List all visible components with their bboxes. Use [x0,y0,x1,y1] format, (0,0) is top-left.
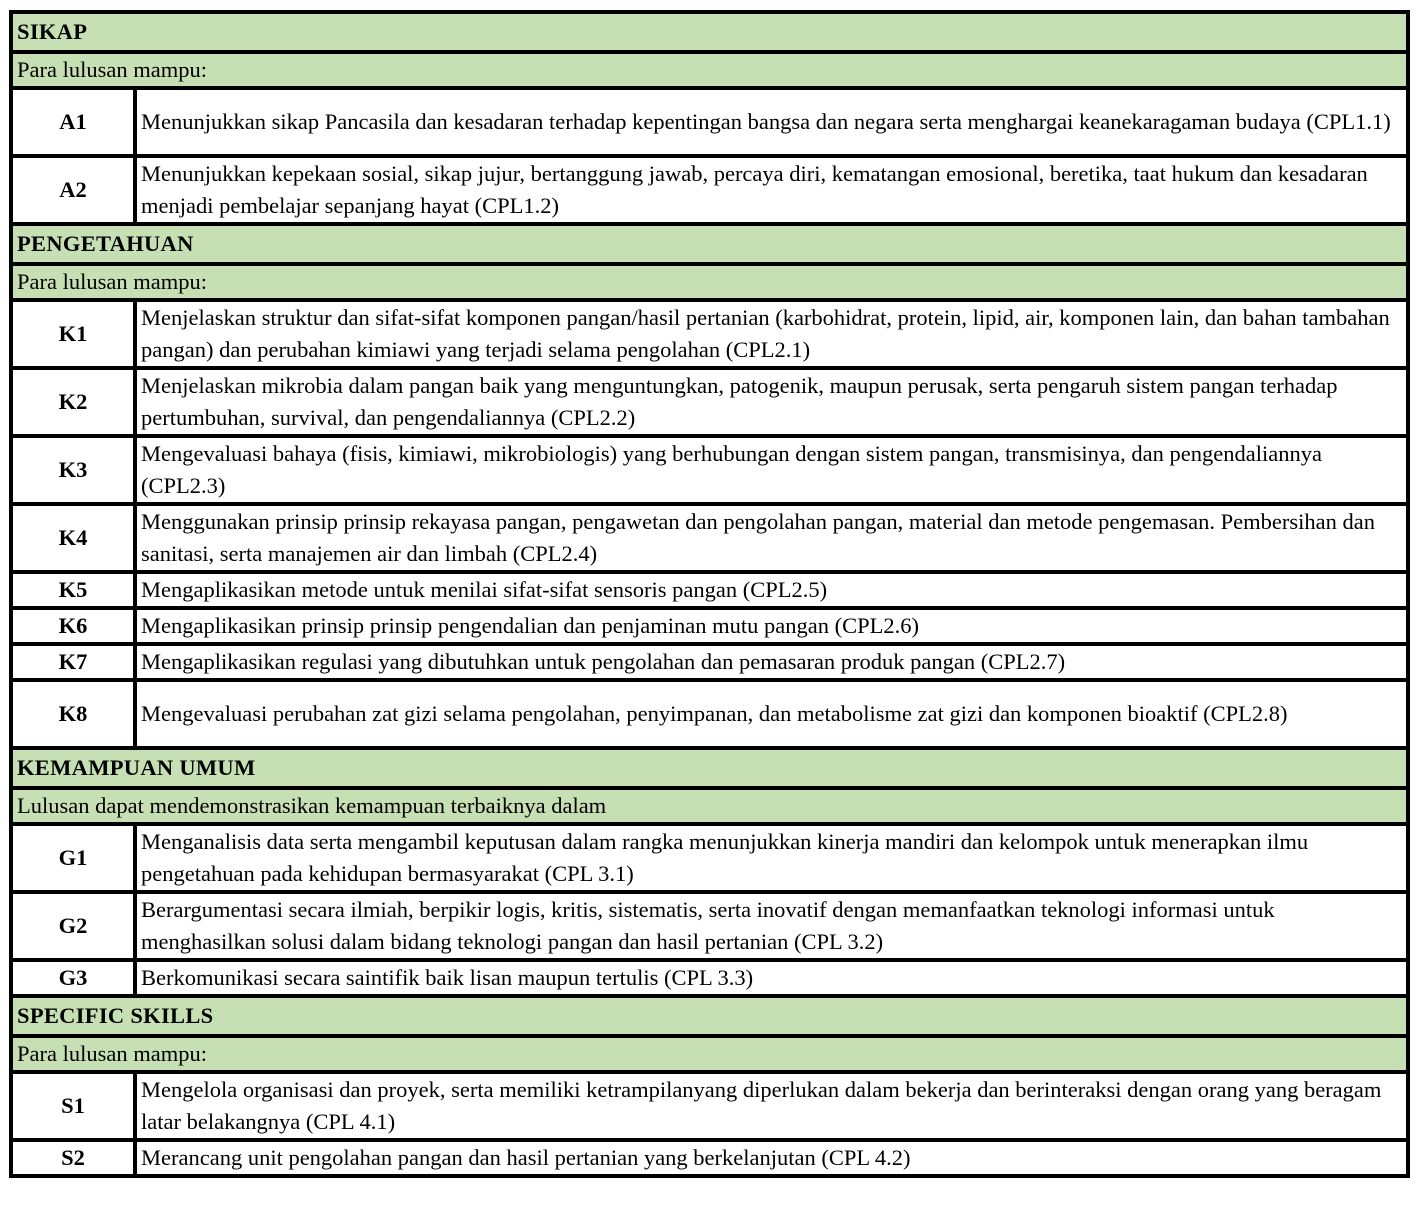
table-row [11,892,1408,960]
table-row [11,300,1408,368]
section-title: KEMAMPUAN UMUM [11,748,1408,788]
outcome-text: Menunjukkan sikap Pancasila dan kesadaran terhadap kepentingan bangsa dan negara serta menghargai keanekaragaman budaya (CPL1.1) [135,88,1408,156]
outcome-code: S1 [11,1072,135,1140]
outcome-text: Mengevaluasi bahaya (fisis, kimiawi, mikrobiologis) yang berhubungan dengan sistem pangan, transmisinya, dan pengendaliannya (CPL2.3) [135,436,1408,504]
table-row [11,504,1408,572]
cpl-table [9,10,1410,1178]
section-intro-row [11,264,1408,300]
table-row [11,680,1408,748]
outcome-text: Menjelaskan struktur dan sifat-sifat komponen pangan/hasil pertanian (karbohidrat, protein, lipid, air, komponen lain, dan bahan tambahan pangan) dan perubahan kimiawi yang terjadi selama pengolahan (CPL2.1) [135,300,1408,368]
section-header [11,12,1408,52]
section-intro-row [11,788,1408,824]
section-title: PENGETAHUAN [11,224,1408,264]
outcome-code: K8 [11,680,135,748]
outcome-code: G3 [11,960,135,996]
outcome-text: Menganalisis data serta mengambil keputusan dalam rangka menunjukkan kinerja mandiri dan kelompok untuk menerapkan ilmu pengetahuan pada kehidupan bermasyarakat (CPL 3.1) [135,824,1408,892]
section-header [11,224,1408,264]
outcome-code: K5 [11,572,135,608]
table-row [11,88,1408,156]
outcome-code: K3 [11,436,135,504]
section-intro-row [11,1036,1408,1072]
outcome-text: Berkomunikasi secara saintifik baik lisan maupun tertulis (CPL 3.3) [135,960,1408,996]
table-row [11,644,1408,680]
section-header [11,996,1408,1036]
table-row [11,436,1408,504]
section-intro: Para lulusan mampu: [11,52,1408,88]
table-row [11,960,1408,996]
table-row [11,1140,1408,1176]
table-row [11,572,1408,608]
table-row [11,608,1408,644]
outcome-code: S2 [11,1140,135,1176]
section-title: SPECIFIC SKILLS [11,996,1408,1036]
outcome-text: Menunjukkan kepekaan sosial, sikap jujur, bertanggung jawab, percaya diri, kematangan emosional, beretika, taat hukum dan kesadaran menjadi pembelajar sepanjang hayat (CPL1.2) [135,156,1408,224]
outcome-text: Menjelaskan mikrobia dalam pangan baik yang menguntungkan, patogenik, maupun perusak, serta pengaruh sistem pangan terhadap pertumbuhan, survival, dan pengendaliannya (CPL2.2) [135,368,1408,436]
section-intro: Para lulusan mampu: [11,1036,1408,1072]
outcome-text: Mengaplikasikan metode untuk menilai sifat-sifat sensoris pangan (CPL2.5) [135,572,1408,608]
section-intro: Lulusan dapat mendemonstrasikan kemampuan terbaiknya dalam [11,788,1408,824]
outcome-text: Merancang unit pengolahan pangan dan hasil pertanian yang berkelanjutan (CPL 4.2) [135,1140,1408,1176]
section-intro-row [11,52,1408,88]
section-header [11,748,1408,788]
outcome-code: K7 [11,644,135,680]
outcome-text: Mengaplikasikan regulasi yang dibutuhkan untuk pengolahan dan pemasaran produk pangan (CPL2.7) [135,644,1408,680]
table-row [11,824,1408,892]
outcome-code: G1 [11,824,135,892]
outcome-text: Mengelola organisasi dan proyek, serta memiliki ketrampilanyang diperlukan dalam bekerja dan berinteraksi dengan orang yang beragam latar belakangnya (CPL 4.1) [135,1072,1408,1140]
table-row [11,1072,1408,1140]
outcome-text: Berargumentasi secara ilmiah, berpikir logis, kritis, sistematis, serta inovatif dengan memanfaatkan teknologi informasi untuk menghasilkan solusi dalam bidang teknologi pangan dan hasil pertanian (CPL 3.2) [135,892,1408,960]
outcome-text: Menggunakan prinsip prinsip rekayasa pangan, pengawetan dan pengolahan pangan, material dan metode pengemasan. Pembersihan dan sanitasi, serta manajemen air dan limbah (CPL2.4) [135,504,1408,572]
outcome-code: A2 [11,156,135,224]
outcome-text: Mengevaluasi perubahan zat gizi selama pengolahan, penyimpanan, dan metabolisme zat gizi dan komponen bioaktif (CPL2.8) [135,680,1408,748]
outcome-code: K6 [11,608,135,644]
table-row [11,368,1408,436]
outcome-code: G2 [11,892,135,960]
section-title: SIKAP [11,12,1408,52]
outcome-code: K2 [11,368,135,436]
outcome-code: K1 [11,300,135,368]
outcome-code: A1 [11,88,135,156]
outcome-code: K4 [11,504,135,572]
outcome-text: Mengaplikasikan prinsip prinsip pengendalian dan penjaminan mutu pangan (CPL2.6) [135,608,1408,644]
section-intro: Para lulusan mampu: [11,264,1408,300]
table-row [11,156,1408,224]
